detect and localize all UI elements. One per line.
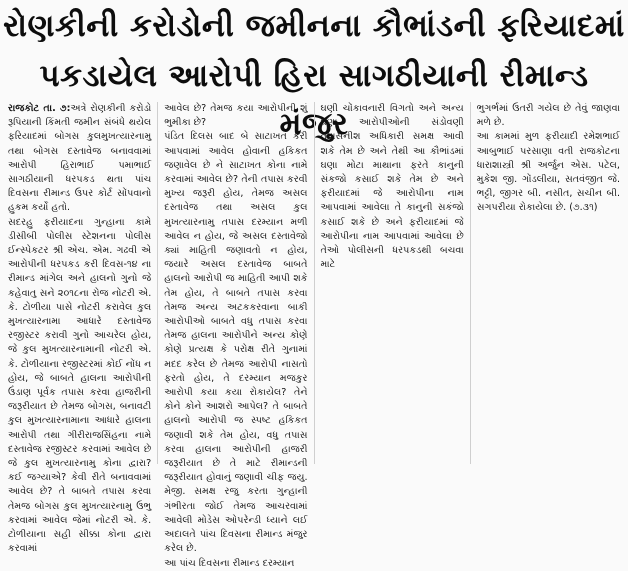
dateline: રાજકોટ તા. ૭: [8,103,71,114]
headline-line-2: પકડાયેલ આરોપી હિરા સાગઠીયાની રીમાન્ડ મંજુર [39,58,589,142]
headline-line-1: રોણકીની કરોડોની જમીનના કૌભાંડની ફરિયાદમાં [3,8,625,44]
article-column-2 [157,102,308,569]
column-3-text: ઘણી ચોંકાવનારી વિગતો અને અન્ય ઘણા આરોપીઓની સંડોવણી તપાસનીશ અધિકારી સમક્ષ આવી શકે તેમ છે અને તેથી આ કૌભાંડમાં ઘણા મોટા માથાના ફરતે કાનુની સંકજો કસાઈ શકે તેમ છે અને ફરીયાદમાં જે આરોપીના નામ આપવામાં આવેલા તે કાનુની સકંજો કસાઈ શકે છે અને ફરીયાદમાં જે આરોપીના નામ આપવામાં આવેલા છે તેઓ પોલીસની ધરપકડથી બચવા માટે [320,103,464,271]
article-column-4 [470,102,620,464]
column-1-text [8,102,151,557]
article-column-3 [314,102,464,464]
column-4-text: ભુગર્ભમાં ઉતરી ગયેલ છે તેવું જાણવા મળે છે. આ કામમાં મુળ ફરીયાદી રમેશભાઈ આબુભાઈ પરસાણા વતી રાજકોટના ધારાશાસ્ત્રી શ્રી અર્જુન એસ. પટેલ, મુકેશ જી. ગોંડલીયા, સતવંજીત જે. ભટ્ટી, જીગર બી. નસીત, સચીન બી. સગપરીયા રોકાયેલા છે. (૭.૩૧) [476,103,620,214]
article-column-1 [8,102,152,555]
article-body [8,102,620,569]
column-2-text: આવેલ છે? તેમજ કયા આરોપીની શું ભુમીકા છે? પંડિત દિલસ બાદ બે સાટાખત કરી આપવામાં આવેલ હોવાની હકિકત જણાવેલ છે ને સાટાખત કોના નામે કરવામાં આવેલ છે? તેની તપાસ કરવી મુખ્ય જરૂરી હોય, તેમજ અસલ દસ્તાવેજ તથા અસલ કુલ મુખત્યારનામુ તપાસ દરમ્યાન મળી આવેલ ન હોય, જે અસલ દસ્તાવેજો ક્યાં માહિતી જણાવતો ન હોય, જયારે અસલ દસ્તાવેજ બાબતે હાલનો આરોપી જ માહિતી આપી શકે તેમ હોય, તે બાબતે તપાસ કરવા તેમજ અન્ય અટકકરવાના બાકી આરોપીઓ બાબતે વધુ તપાસ કરવા તેમજ હાલના આરોપીને અન્ય કોણે કોણે પ્રત્યક્ષ કે પરોક્ષ રીતે ગુનામાં મદદ કરેલ છે તેમજ આરોપી નાસતો ફરતો હોય, તે દરમ્યાન મજકુર આરોપી કયા કયા રોકાયેલ? તેને કોને કોને આશરો આપેલ? તે બાબતે હાલનો આરોપી જ સ્પષ્ટ હકિકત જણાવી શકે તેમ હોય, વધુ તપાસ કરવા હાલના આરોપીની હાજરી જરૂરીયાત છે તે માટે રીમાન્ડની જરૂરીયાત હોવાનું જણાવી ચીફ જયુ. મેજી. સમક્ષ રજુ કરતા ગુન્હાની ગંભીરતા જોઈ તેમજ આચરવામાં આવેલી મોડેસ ઓપરેન્ડી ધ્યાને લઈ અદાલતે પાંચ દિવસના રીમાન્ડ મંજુર કરેલ છે. આ પાંચ દિવસના રીમાન્ડ દરમ્યાન [164,103,308,569]
column-1-body: અત્રે રોણકીની કરોડો રૂપિયાની કિંમતી જમીન સંબંધે થયેલ ફરિયાદમાં બોગસ કુલમુખત્યારનામુ તથા બોગસ દસ્તાવેજ બનાવવામાં આરોપી હિરાભાઈ પમાભાઈ સાગઠીયાની ધરપકડ થતા પાંચ દિવસના રીમાન્ડ ઉપર કોર્ટ સોંપવાનો હુકમ કર્યો હતો. સદરહુ ફરીયાદના ગુન્હાના કામે ડીસીબી પોલીસ સ્ટેશનના પોલીસ ઈન્સ્પેકટર શ્રી એચ. એમ. ગઢવી એ આરોપીની ધરપકડ કરી દિવસ-૧૪ ના રીમાન્ડ માંગેલ અને હાલનો ગુનો જે કહેવાતુ સને ૨૦૧૮ના રોજ નોટરી એ. કે. ટોળીયા પાસે નોટરી કરાવેલ કુલ મુખત્યારનામા આધારે દસ્તાવેજ રજીસ્ટર કરાવી ગુનો આચરેલ હોય, જે કુલ મુખત્યારનામાની નોટરી એ. કે. ટોળીયાના રજીસ્ટરમાં કોઈ નોંધ ન હોય, જે બાબતે હાલના આરોપીની ઉંડાણ પૂર્વક તપાસ કરવા હાજરીની જરૂરીયાત છે તેમજ બોગસ, બનાવટી કુલ મુખત્યારનામાના આધારે હાલના આરોપી તથા ગીરીરાજસિંહના નામે દસ્તાવેજ રજીસ્ટર કરવામાં આવેલ છે જે કુલ મુખત્યારનામુ કોના દ્વારા? કઈ જગ્યાએ? કેવી રીતે બનાવવામાં આવેલ છે? તે બાબતે તપાસ કરવા તેમજ બોગસ કુલ મુખત્યારનામુ ઉભુ કરવામાં આવેલ જેમાં નોટરી એ. કે. ટોળીયાના સહી સીક્કા કોના દ્વારા કરવામાં [8,103,152,555]
